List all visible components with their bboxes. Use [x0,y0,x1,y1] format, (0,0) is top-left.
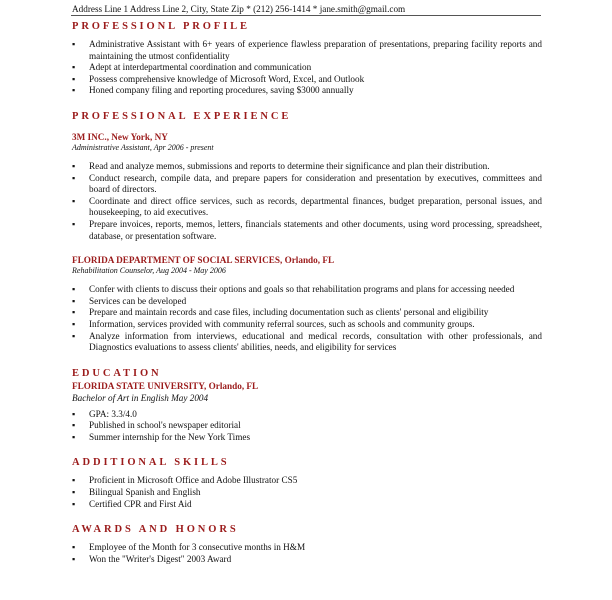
list-item: ▪ Services can be developed [72,296,542,308]
list-item: ▪ Won the "Writer's Digest" 2003 Award [72,554,542,566]
list-item: ▪ Read and analyze memos, submissions and reports to determine their significance and plan their distribution. [72,161,542,173]
list-item: ▪ Possess comprehensive knowledge of Microsoft Word, Excel, and Outlook [72,74,542,86]
section-title-skills: ADDITIONAL SKILLS [72,457,230,469]
job-employer: FLORIDA DEPARTMENT OF SOCIAL SERVICES, Orlando, FL [72,255,335,266]
list-item: ▪ Confer with clients to discuss their options and goals so that rehabilitation programs and plans for accessing needed [72,284,542,296]
section-title-experience: PROFESSIONAL EXPERIENCE [72,110,292,122]
list-item: ▪ Administrative Assistant with 6+ years of experience flawless preparation of presentations, preparing facility reports and maintaining the utmost confidentiality [72,39,542,62]
contact-line: Address Line 1 Address Line 2, City, State Zip * (212) 256-1414 * jane.smith@gmail.com [72,4,406,14]
list-item: ▪ Prepare and maintain records and case files, including documentation such as clients' personal and eligibility [72,307,542,319]
job-role: Administrative Assistant, Apr 2006 - present [72,142,214,152]
list-item: ▪ Honed company filing and reporting procedures, saving $3000 annually [72,85,542,97]
list-item: ▪ Coordinate and direct office services, such as records, departmental finances, budget preparation, personal issues, and housekeeping, to aid executives. [72,196,542,219]
list-item: ▪ Bilingual Spanish and English [72,487,542,499]
degree: Bachelor of Art in English May 2004 [72,392,209,403]
list-item: ▪ Analyze information from interviews, educational and medical records, consultation with other professionals, and Diagnostics evaluations to assess clients' abilities, needs, and eligibility for services [72,331,542,354]
job-duties-list [72,161,542,242]
skills-list [72,475,542,510]
section-title-education: EDUCATION [72,367,162,379]
job-role: Rehabilitation Counselor, Aug 2004 - May 2006 [72,266,226,276]
list-item: ▪ Prepare invoices, reports, memos, letters, financials statements and other documents, using word processing, spreadsheet, database, or presentation software. [72,219,542,242]
section-title-awards: AWARDS AND HONORS [72,524,239,536]
list-item: ▪ Conduct research, compile data, and prepare papers for consideration and presentation by executives, committees and board of directors. [72,173,542,196]
list-item: ▪ Proficient in Microsoft Office and Adobe Illustrator CS5 [72,475,542,487]
job-duties-list [72,284,542,354]
awards-list [72,542,542,565]
list-item: ▪ Employee of the Month for 3 consecutive months in H&M [72,542,542,554]
education-list [72,409,542,444]
list-item: ▪ Summer internship for the New York Times [72,432,542,444]
header-divider [71,15,541,16]
list-item: ▪ Published in school's newspaper editorial [72,420,542,432]
profile-list [72,39,542,97]
list-item: ▪ GPA: 3.3/4.0 [72,409,542,421]
job-employer: 3M INC., New York, NY [72,131,168,142]
list-item: ▪ Information, services provided with community referral sources, such as schools and community groups. [72,319,542,331]
section-title-profile: PROFESSIONL PROFILE [72,21,250,32]
list-item: ▪ Adept at interdepartmental coordination and communication [72,62,542,74]
resume-body [72,20,542,565]
school-name: FLORIDA STATE UNIVERSITY, Orlando, FL [72,380,259,391]
list-item: ▪ Certified CPR and First Aid [72,499,542,511]
